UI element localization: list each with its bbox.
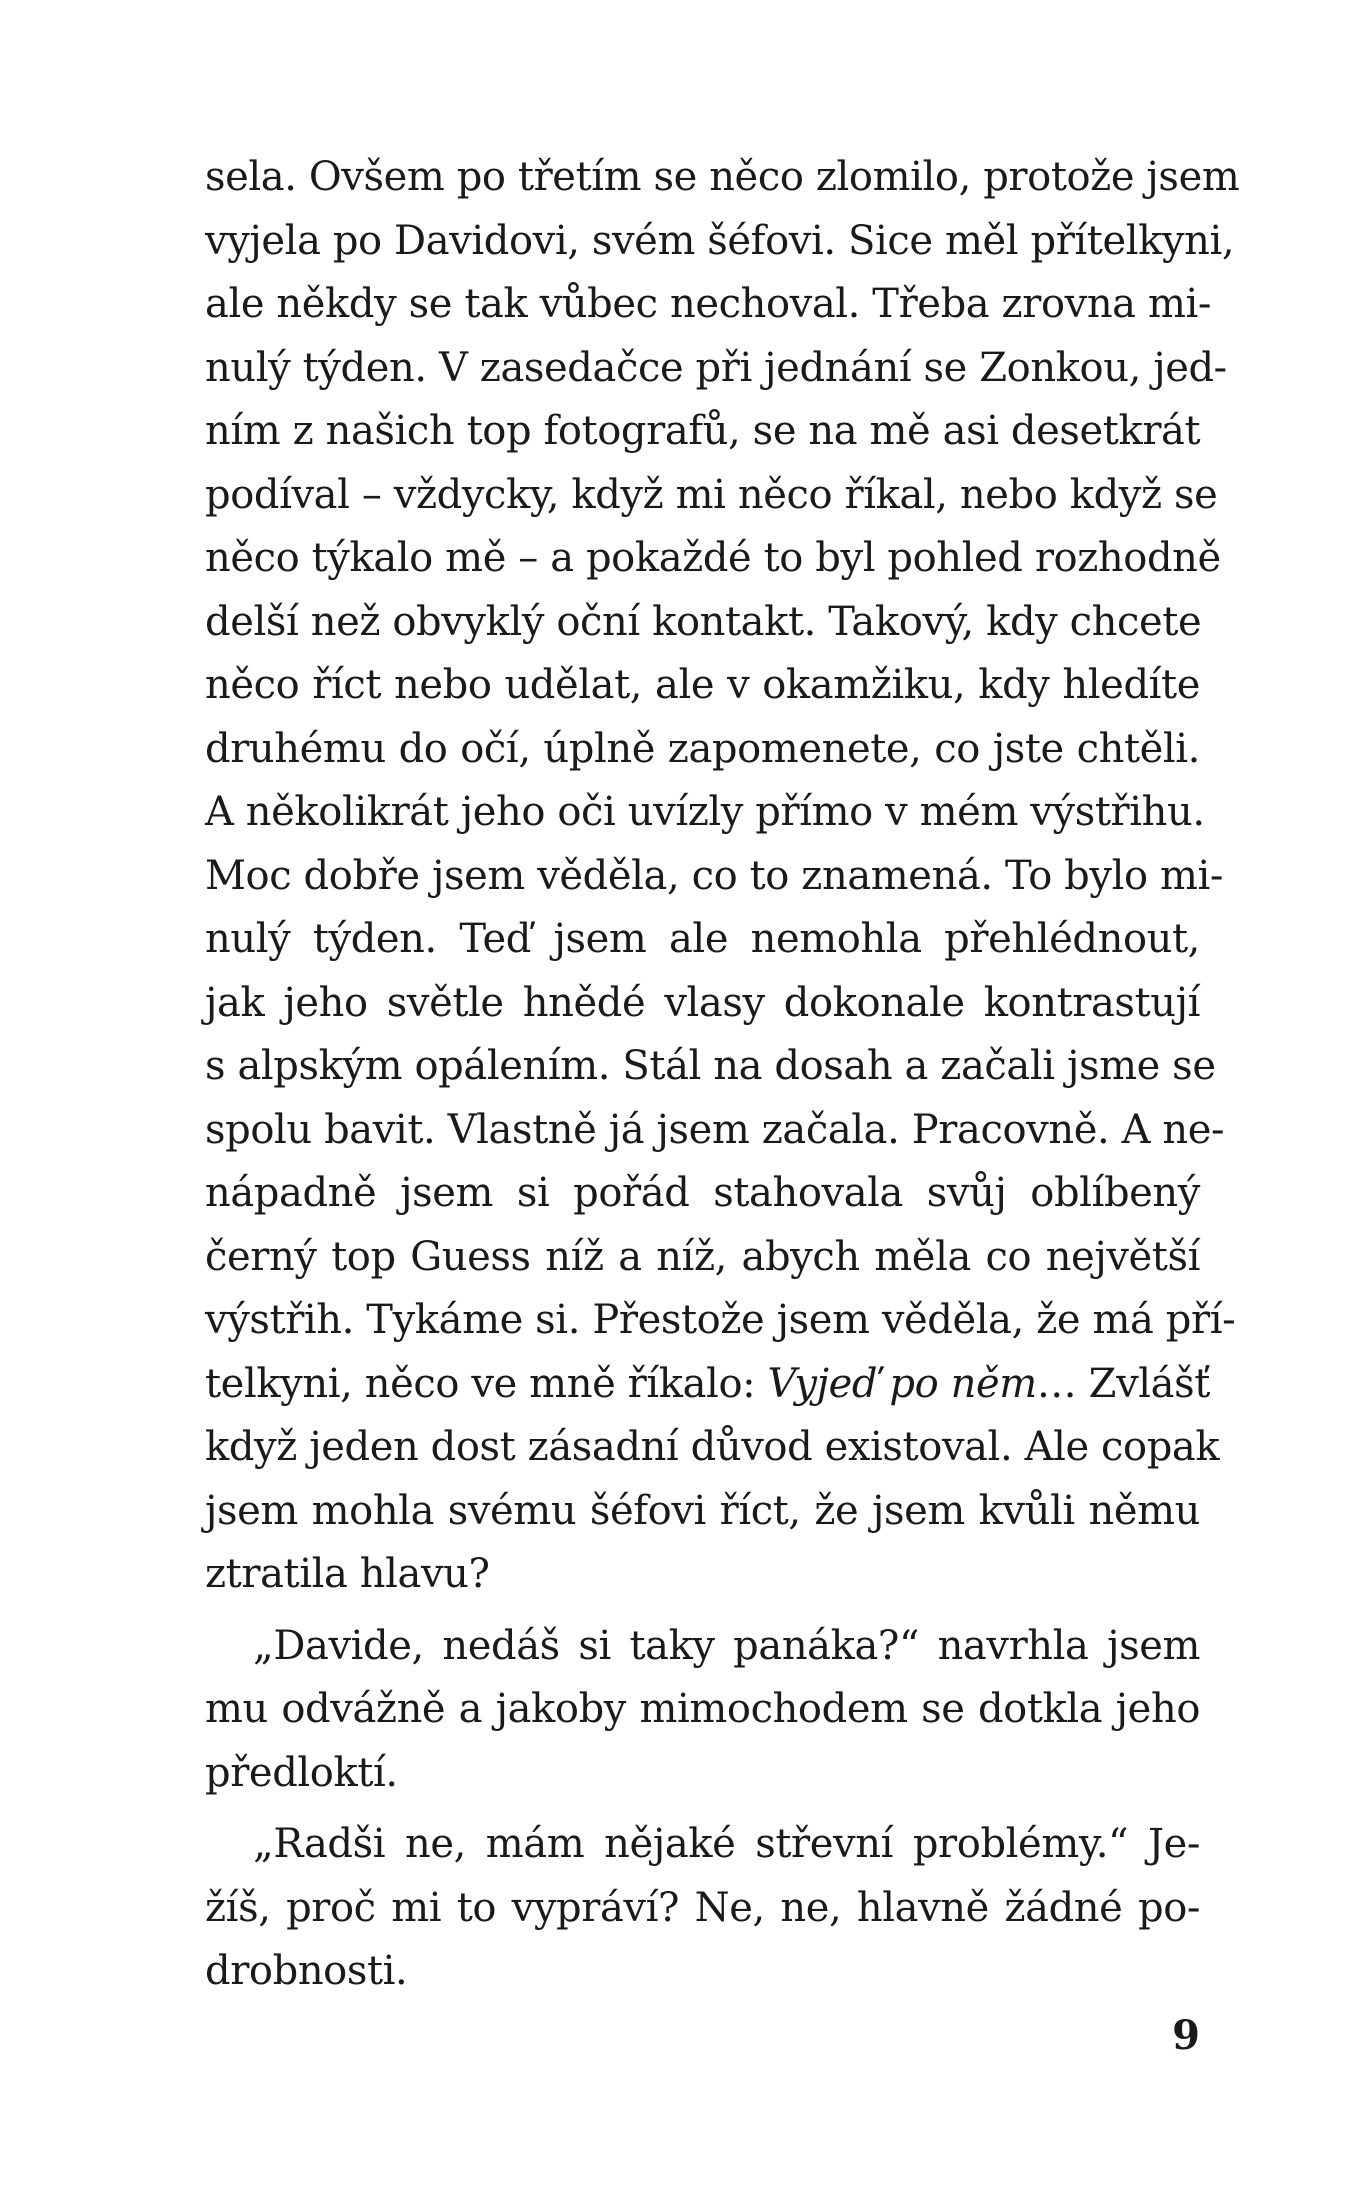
paragraph-1 xyxy=(205,146,1240,1607)
text-line: „Radši ne, mám nějaké střevní problémy.“ Je- xyxy=(253,1821,1200,1867)
text-line: výstřih. Tykáme si. Přestože jsem věděla, že má pří- xyxy=(205,1297,1236,1343)
text-line: ním z našich top fotografů, se na mě asi desetkrát xyxy=(205,408,1201,454)
text-line: nulý týden. Teď jsem ale nemohla přehlédnout, xyxy=(205,916,1200,962)
text-fragment: telkyni, něco ve mně říkalo: xyxy=(205,1360,768,1407)
page-number: 9 xyxy=(1172,2012,1200,2059)
text-line: sela. Ovšem po třetím se něco zlomilo, protože jsem xyxy=(205,154,1240,200)
text-line: předloktí. xyxy=(205,1749,398,1796)
text-line: delší než obvyklý oční kontakt. Takový, kdy chcete xyxy=(205,598,1202,645)
text-line: drobnosti. xyxy=(205,1948,408,1994)
text-line: podíval – vždycky, když mi něco říkal, nebo když se xyxy=(205,471,1218,518)
text-line: jak jeho světle hnědé vlasy dokonale kontrastují xyxy=(205,979,1200,1026)
paragraph-3 xyxy=(205,1813,1200,2004)
text-line: Moc dobře jsem věděla, co to znamená. To bylo mi- xyxy=(205,852,1224,899)
italic-phrase: Vyjeď po něm xyxy=(767,1360,1037,1407)
page-body xyxy=(205,146,1240,2004)
text-line: nulý týden. V zasedačce při jednání se Zonkou, jed- xyxy=(205,344,1227,391)
text-line: A několikrát jeho oči uvízly přímo v mém výstřihu. xyxy=(205,789,1205,835)
text-line: černý top Guess níž a níž, abych měla co největší xyxy=(205,1233,1200,1280)
text-line: ztratila hlavu? xyxy=(205,1551,490,1597)
text-line: něco říct nebo udělat, ale v okamžiku, kdy hledíte xyxy=(205,662,1200,708)
text-line-with-italic xyxy=(205,1353,1210,1417)
text-line: něco týkalo mě – a pokaždé to byl pohled rozhodně xyxy=(205,535,1221,581)
text-line: jsem mohla svému šéfovi říct, že jsem kvůli němu xyxy=(205,1487,1200,1534)
text-line: druhému do očí, úplně zapomenete, co jste chtěli. xyxy=(205,725,1200,772)
text-line: „Davide, nedáš si taky panáka?“ navrhla jsem xyxy=(253,1622,1200,1669)
text-line: ale někdy se tak vůbec nechoval. Třeba zrovna mi- xyxy=(205,281,1211,327)
text-line: s alpským opálením. Stál na dosah a začali jsme se xyxy=(205,1043,1216,1089)
text-line: mu odvážně a jakoby mimochodem se dotkla jeho xyxy=(205,1686,1200,1732)
text-fragment: … Zvlášť xyxy=(1036,1360,1210,1407)
text-line: vyjela po Davidovi, svém šéfovi. Sice měl přítelkyni, xyxy=(205,217,1235,264)
text-line: když jeden dost zásadní důvod existoval. Ale copak xyxy=(205,1424,1220,1470)
paragraph-2 xyxy=(205,1615,1200,1806)
text-line: nápadně jsem si pořád stahovala svůj oblíbený xyxy=(205,1170,1200,1216)
text-line: spolu bavit. Vlastně já jsem začala. Pracovně. A ne- xyxy=(205,1106,1225,1153)
text-line: žíš, proč mi to vypráví? Ne, ne, hlavně žádné po- xyxy=(205,1884,1200,1931)
